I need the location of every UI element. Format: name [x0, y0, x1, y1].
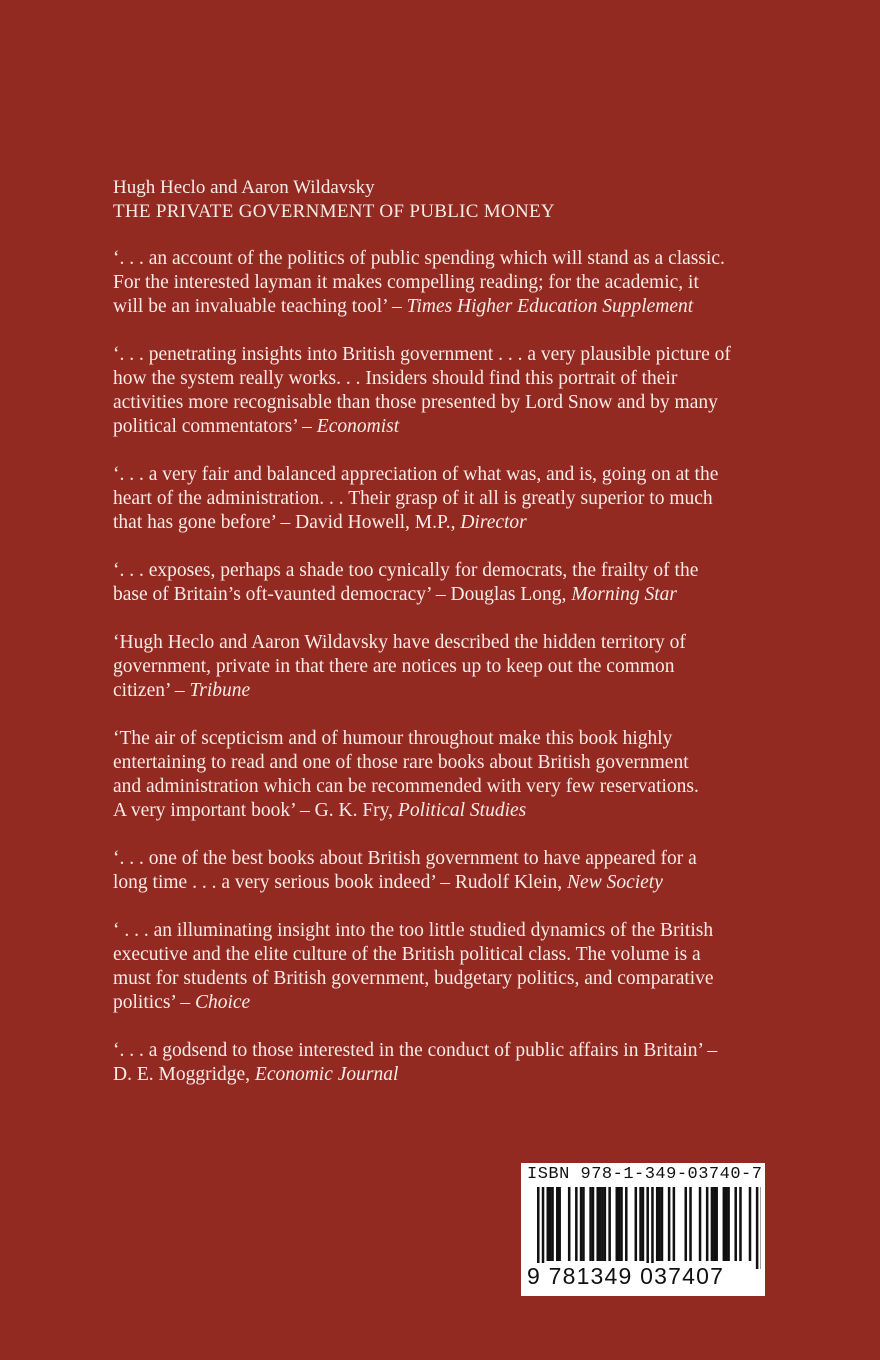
- quote-source-author: G. K. Fry,: [314, 800, 398, 821]
- quote-text: political commentators’ –: [113, 416, 317, 437]
- quote-source-author: D. E. Moggridge,: [113, 1064, 255, 1085]
- quote-source-author: David Howell, M.P.,: [295, 512, 461, 533]
- review-quote: [113, 631, 793, 703]
- quote-line: [113, 343, 793, 367]
- barcode-bar: [592, 1187, 595, 1261]
- quote-text: activities more recognisable than those presented by Lord Snow and by many: [113, 392, 718, 413]
- quote-line: [113, 991, 793, 1015]
- quote-line: [113, 1039, 793, 1063]
- quote-source-publication: Tribune: [189, 680, 251, 701]
- barcode-bar: [596, 1187, 599, 1261]
- barcode-bar: [604, 1187, 607, 1261]
- quote-line: [113, 919, 793, 943]
- barcode-bar: [713, 1187, 716, 1261]
- quote-line: [113, 391, 793, 415]
- barcode-bar: [549, 1187, 552, 1261]
- barcode-bar: [725, 1187, 728, 1261]
- quote-line: [113, 1063, 793, 1087]
- barcode-bar: [620, 1187, 623, 1261]
- quote-line: [113, 967, 793, 991]
- quote-line: [113, 487, 793, 511]
- barcode-bar: [537, 1187, 540, 1269]
- barcode-bar: [756, 1187, 759, 1269]
- barcode-bar: [642, 1187, 645, 1261]
- quote-text: base of Britain’s oft-vaunted democracy’ –: [113, 584, 451, 605]
- quote-text: ‘ . . . an illuminating insight into the too little studied dynamics of the British: [113, 920, 714, 941]
- quote-line: [113, 631, 793, 655]
- review-quote: [113, 463, 793, 535]
- barcode-bar: [599, 1187, 602, 1261]
- barcode-bars: [525, 1187, 761, 1269]
- quote-text: executive and the elite culture of the British political class. The volume is a: [113, 944, 701, 965]
- quote-source-author: Douglas Long,: [450, 584, 572, 605]
- quote-line: [113, 367, 793, 391]
- barcode-bar: [715, 1187, 718, 1261]
- quote-source-publication: Director: [460, 512, 527, 533]
- review-quote: [113, 919, 793, 1015]
- barcode-bar: [706, 1187, 709, 1261]
- barcode-bar: [542, 1187, 545, 1269]
- barcode-bar: [639, 1187, 642, 1261]
- barcode-bar: [723, 1187, 726, 1261]
- quote-line: [113, 583, 793, 607]
- quote-line: [113, 247, 793, 271]
- barcode-bar: [651, 1187, 654, 1269]
- review-quote: [113, 343, 793, 439]
- quote-text: ‘. . . a very fair and balanced appreciation of what was, and is, going on at the: [113, 464, 719, 485]
- barcode-bar: [646, 1187, 649, 1269]
- quote-text: ‘. . . an account of the politics of public spending which will stand as a classic.: [113, 248, 725, 269]
- barcode-bar: [727, 1187, 730, 1261]
- ean-digits: 9 781349 037407: [527, 1263, 725, 1289]
- barcode-bar: [661, 1187, 664, 1261]
- barcode-bar: [699, 1187, 702, 1261]
- barcode-bar: [608, 1187, 611, 1261]
- barcode-bar: [589, 1187, 592, 1261]
- quote-text: ‘. . . penetrating insights into British government . . . a very plausible picture of: [113, 344, 731, 365]
- quote-text: heart of the administration. . . Their grasp of it all is greatly superior to much: [113, 488, 713, 509]
- quote-line: [113, 271, 793, 295]
- quote-line: [113, 727, 793, 751]
- author-line: Hugh Heclo and Aaron Wildavsky: [113, 177, 375, 198]
- quote-source-publication: Morning Star: [571, 584, 677, 605]
- quote-line: [113, 799, 793, 823]
- quote-line: [113, 559, 793, 583]
- review-quote: [113, 847, 793, 895]
- book-header: [113, 176, 555, 224]
- quote-text: ‘. . . one of the best books about British government to have appeared for a: [113, 848, 697, 869]
- barcode-bar: [711, 1187, 714, 1261]
- barcode-bar: [556, 1187, 559, 1261]
- quote-text: how the system really works. . . Insiders should find this portrait of their: [113, 368, 678, 389]
- barcode-bar: [575, 1187, 578, 1261]
- barcode-bar: [668, 1187, 671, 1261]
- quote-text: For the interested layman it makes compelling reading; for the academic, it: [113, 272, 699, 293]
- barcode-bar: [547, 1187, 550, 1261]
- quote-text: A very important book’ –: [113, 800, 315, 821]
- quote-text: and administration which can be recommended with very few reservations.: [113, 776, 699, 797]
- review-quote: [113, 1039, 793, 1087]
- quote-line: [113, 511, 793, 535]
- barcode-bar: [635, 1187, 638, 1261]
- quote-line: [113, 463, 793, 487]
- barcode-bar: [558, 1187, 561, 1261]
- quote-text: long time . . . a very serious book indeed’ –: [113, 872, 455, 893]
- quote-line: [113, 679, 793, 703]
- quote-line: [113, 655, 793, 679]
- quote-line: [113, 415, 793, 439]
- review-quote: [113, 559, 793, 607]
- quote-source-publication: Economic Journal: [254, 1064, 399, 1085]
- quote-text: politics’ –: [113, 992, 195, 1013]
- quote-text: that has gone before’ –: [113, 512, 296, 533]
- quote-text: must for students of British government, budgetary politics, and comparative: [113, 968, 714, 989]
- barcode-bar: [580, 1187, 583, 1261]
- quote-source-publication: Political Studies: [397, 800, 527, 821]
- quote-text: ‘The air of scepticism and of humour throughout make this book highly: [113, 728, 673, 749]
- quote-text: ‘Hugh Heclo and Aaron Wildavsky have described the hidden territory of: [113, 632, 686, 653]
- quote-source-publication: New Society: [567, 872, 663, 893]
- quote-text: will be an invaluable teaching tool’ –: [113, 296, 407, 317]
- isbn-barcode: [521, 1163, 765, 1296]
- quote-source-publication: Economist: [316, 416, 400, 437]
- barcode-bar: [656, 1187, 659, 1261]
- quote-source-publication: Times Higher Education Supplement: [406, 296, 694, 317]
- quote-line: [113, 295, 793, 319]
- quote-line: [113, 871, 793, 895]
- barcode-bar: [582, 1187, 585, 1261]
- barcode-bar: [625, 1187, 628, 1261]
- barcode-bar: [734, 1187, 737, 1261]
- barcode-bar: [658, 1187, 661, 1261]
- quote-text: government, private in that there are notices up to keep out the common: [113, 656, 675, 677]
- quote-text: ‘. . . exposes, perhaps a shade too cynically for democrats, the frailty of the: [113, 560, 699, 581]
- barcode-bar: [673, 1187, 676, 1261]
- barcode-bar: [684, 1187, 687, 1261]
- barcode-bar: [689, 1187, 692, 1261]
- quote-text: citizen’ –: [113, 680, 190, 701]
- quote-line: [113, 775, 793, 799]
- barcode-bar: [551, 1187, 554, 1261]
- barcode-bar: [601, 1187, 604, 1261]
- quote-line: [113, 847, 793, 871]
- isbn-label: ISBN 978-1-349-03740-7: [527, 1165, 763, 1184]
- quote-text: entertaining to read and one of those rare books about British government: [113, 752, 689, 773]
- quote-line: [113, 943, 793, 967]
- quote-source-publication: Choice: [194, 992, 251, 1013]
- barcode-bar: [749, 1187, 752, 1261]
- quote-text: ‘. . . a godsend to those interested in the conduct of public affairs in Britain’ –: [113, 1040, 718, 1061]
- quote-source-author: Rudolf Klein,: [454, 872, 568, 893]
- barcode-bar: [739, 1187, 742, 1261]
- quote-line: [113, 751, 793, 775]
- barcode-bar: [568, 1187, 571, 1261]
- barcode-bar: [618, 1187, 621, 1261]
- barcode-bar: [616, 1187, 619, 1261]
- book-title: THE PRIVATE GOVERNMENT OF PUBLIC MONEY: [113, 201, 555, 222]
- review-quote: [113, 247, 793, 319]
- review-quote: [113, 727, 793, 823]
